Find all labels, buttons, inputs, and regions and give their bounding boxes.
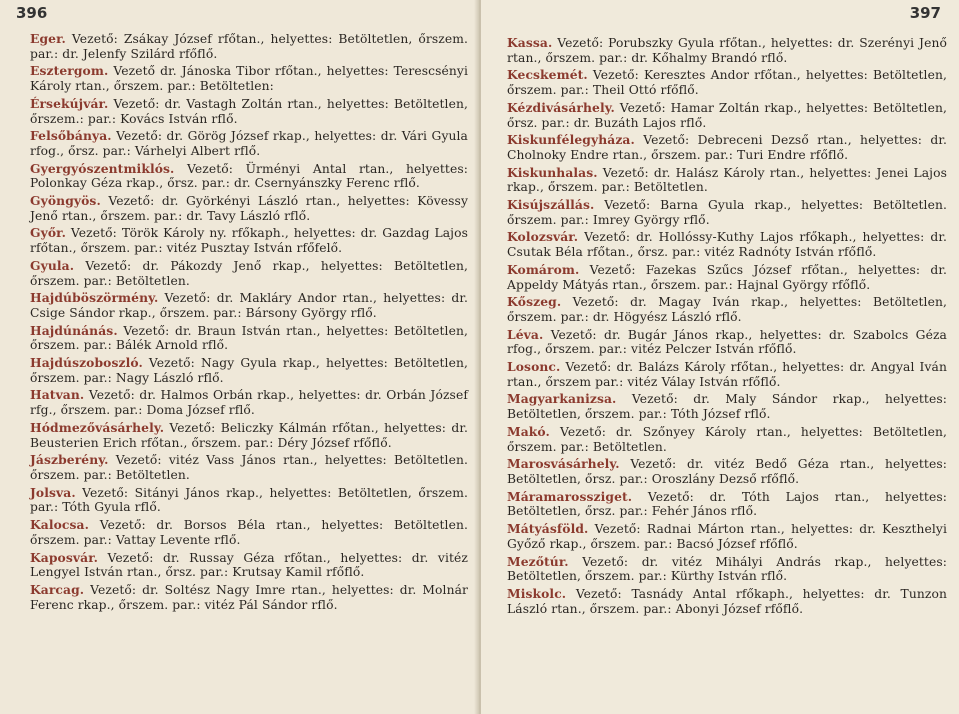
entry-city: Eger. xyxy=(30,31,66,46)
entry-text: Vezető: Tasnády Antal rfőkaph., helyettes: dr. Tunzon László rtan., őrszem. par.: Abonyi József rfőflő. xyxy=(507,586,947,616)
entry-list xyxy=(493,36,947,616)
entry-text: Vezető: dr. Makláry Andor rtan., helyettes: dr. Csige Sándor rkap., őrszem. par.: Bársony György rflő. xyxy=(30,291,468,320)
entry xyxy=(493,555,947,584)
entry xyxy=(16,583,468,612)
entry xyxy=(16,162,468,191)
entry-city: Hódmezővásárhely. xyxy=(30,419,165,435)
entry xyxy=(16,194,468,223)
entry-text: Vezető: dr. Halmos Orbán rkap., helyettes: dr. Orbán József rfg., őrszem. par.: Doma József rflő. xyxy=(30,388,468,418)
entry-city: Máramarossziget. xyxy=(507,488,633,504)
entry-city: Kalocsa. xyxy=(30,517,89,533)
entry-city: Makó. xyxy=(507,423,550,439)
entry-city: Magyarkanizsa. xyxy=(507,391,617,407)
entry-text: Vezető: Sitányi János rkap., helyettes: Betöltetlen, őrszem. par.: Tóth Gyula rflő. xyxy=(30,485,468,515)
entry-city: Mezőtúr. xyxy=(507,553,569,569)
entry-text: Vezető: Barna Gyula rkap., helyettes: Betöltetlen. őrszem. par.: Imrey György rflő. xyxy=(507,198,947,227)
entry-text: Vezető: dr. vitéz Bedő Géza rtan., helyettes: Betöltetlen, őrsz. par.: Oroszlány Dezső rfőflő. xyxy=(507,457,947,486)
entry-city: Kőszeg. xyxy=(507,294,562,310)
entry-text: Vezető: dr. vitéz Mihályi András rkap., helyettes: Betöltetlen, őrszem. par.: Kürthy István rflő. xyxy=(507,554,947,584)
entry xyxy=(493,230,947,259)
entry xyxy=(16,64,468,93)
entry-city: Hajdúböszörmény. xyxy=(30,290,159,306)
entry xyxy=(16,518,468,547)
entry xyxy=(493,295,947,324)
entry-city: Felsőbánya. xyxy=(30,128,112,144)
entry-city: Kiskunfélegyháza. xyxy=(507,132,635,148)
entry-text: Vezető: dr. Halász Károly rtan., helyettes: Jenei Lajos rkap., őrszem. par.: Betöltetlen. xyxy=(507,165,947,195)
entry-city: Gyula. xyxy=(30,257,75,273)
entry-text: Vezető: dr. Maly Sándor rkap., helyettes: Betöltetlen, őrszem. par.: Tóth József rflő. xyxy=(507,392,947,422)
entry-text: Vezető: Zsákay József rfőtan., helyettes: Betöltetlen, őrszem. par.: dr. Jelenfy Szilárd rfőflő. xyxy=(30,32,468,61)
entry xyxy=(16,129,468,158)
entry-text: Vezető: Fazekas Szűcs József rfőtan., helyettes: dr. Appeldy Mátyás rtan., őrszem. par.: Hajnal György rfőflő. xyxy=(507,262,947,292)
entry-text: Vezető: Radnai Márton rtan., helyettes: dr. Keszthelyi Győző rkap., őrszem. par.: Bacsó József rfőflő. xyxy=(507,522,947,551)
entry-city: Komárom. xyxy=(507,261,580,277)
entry-city: Kolozsvár. xyxy=(507,229,579,245)
entry xyxy=(493,133,947,162)
entry-text: Vezető: dr. Russay Géza rfőtan., helyettes: dr. vitéz Lengyel István rtan., őrsz. par.: Krutsay Kamil rfőflő. xyxy=(30,550,468,580)
entry xyxy=(493,490,947,519)
entry-city: Mátyásföld. xyxy=(507,521,589,537)
entry xyxy=(493,263,947,292)
entry-text: Vezető: Keresztes Andor rfőtan., helyettes: Betöltetlen, őrszem. par.: Theil Ottó rfőflő. xyxy=(507,68,947,98)
entry-text: Vezető: dr. Balázs Károly rfőtan., helyettes: dr. Angyal Iván rtan., őrszem par.: vitéz Válay István rfőflő. xyxy=(507,360,947,389)
entry-city: Marosvásárhely. xyxy=(507,456,620,472)
entry-text: Vezető: dr. Borsos Béla rtan., helyettes: Betöltetlen. őrszem. par.: Vattay Levente rflő. xyxy=(30,518,468,547)
entry xyxy=(16,486,468,515)
entry xyxy=(16,291,468,320)
entry-city: Gyöngyös. xyxy=(30,193,101,209)
entry xyxy=(16,453,468,482)
entry-city: Kisújszállás. xyxy=(507,197,595,213)
entry-text: Vezető: dr. Hollóssy-Kuthy Lajos rfőkaph., helyettes: dr. Csutak Béla rfőtan., őrsz. par.: vitéz Radnóty István rfőflő. xyxy=(507,230,947,260)
entry xyxy=(16,388,468,417)
entry xyxy=(493,360,947,389)
entry-city: Kaposvár. xyxy=(30,549,99,565)
entry-text: Vezető: dr. Magay Iván rkap., helyettes: Betöltetlen, őrszem. par.: dr. Högyész László rflő. xyxy=(507,295,947,324)
page-number: 397 xyxy=(909,4,941,22)
entry-list xyxy=(16,32,468,612)
entry xyxy=(16,356,468,385)
entry-city: Losonc. xyxy=(507,359,561,375)
entry xyxy=(493,457,947,486)
entry-text: Vezető: dr. Braun István rtan., helyettes: Betöltetlen, őrszem. par.: Bálék Arnold rflő. xyxy=(30,323,468,353)
entry-text: Vezető dr. Jánoska Tibor rfőtan., helyettes: Terescsényi Károly rtan., őrszem. par.: Betöltetlen: xyxy=(30,64,468,94)
entry-city: Jolsva. xyxy=(30,484,76,500)
entry-city: Kassa. xyxy=(507,35,553,50)
entry-city: Hatvan. xyxy=(30,387,85,403)
entry xyxy=(493,198,947,227)
entry xyxy=(493,36,947,65)
entry-text: Vezető: Debreceni Dezső rtan., helyettes: dr. Cholnoky Endre rtan., őrszem. par.: Turi Endre rfőflő. xyxy=(507,133,947,162)
entry-text: Vezető: Török Károly ny. rfőkaph., helyettes: dr. Gazdag Lajos rfőtan., őrszem. par.: vitéz Pusztay István rfőfelő. xyxy=(30,226,468,256)
entry xyxy=(493,328,947,357)
entry-city: Hajdúnánás. xyxy=(30,322,118,338)
entry xyxy=(16,259,468,288)
entry xyxy=(493,522,947,551)
entry-city: Kézdivásárhely. xyxy=(507,99,615,115)
entry-text: Vezető: dr. Szőnyey Károly rtan., helyettes: Betöltetlen, őrszem. par.: Betöltetlen. xyxy=(507,424,947,454)
entry xyxy=(493,587,947,616)
entry-city: Győr. xyxy=(30,225,66,241)
entry-city: Érsekújvár. xyxy=(30,95,109,111)
entry-text: Vezető: Beliczky Kálmán rfőtan., helyettes: dr. Beusterien Erich rfőtan., őrszem. par.: Déry József rfőflő. xyxy=(30,420,468,450)
entry-text: Vezető: dr. Tóth Lajos rtan., helyettes: Betöltetlen, őrsz. par.: Fehér János rflő. xyxy=(507,489,947,519)
entry-text: Vezető: dr. Györkényi László rtan., helyettes: Kövessy Jenő rtan., őrszem. par.: dr. Tavy László rflő. xyxy=(30,194,468,223)
entry-city: Esztergom. xyxy=(30,63,109,79)
entry xyxy=(16,551,468,580)
entry xyxy=(16,324,468,353)
entry xyxy=(493,425,947,454)
entry-text: Vezető: dr. Soltész Nagy Imre rtan., helyettes: dr. Molnár Ferenc rkap., őrszem. par.: vitéz Pál Sándor rflő. xyxy=(30,582,468,612)
entry xyxy=(493,166,947,195)
entry-city: Jászberény. xyxy=(30,452,109,468)
entry-city: Hajdúszoboszló. xyxy=(30,355,143,371)
entry-text: Vezető: Hamar Zoltán rkap., helyettes: Betöltetlen, őrsz. par.: dr. Buzáth Lajos rflő. xyxy=(507,100,947,130)
entry xyxy=(16,226,468,255)
left-page xyxy=(0,0,478,714)
entry-text: Vezető: vitéz Vass János rtan., helyettes: Betöltetlen. őrszem. par.: Betöltetlen. xyxy=(30,453,468,482)
entry-city: Gyergyószentmiklós. xyxy=(30,160,175,176)
entry-text: Vezető: dr. Görög József rkap., helyettes: dr. Vári Gyula rfog., őrsz. par.: Várhelyi Albert rflő. xyxy=(30,129,468,158)
entry-text: Vezető: Ürményi Antal rtan., helyettes: Polonkay Géza rkap., őrsz. par.: dr. Csernyánszky Ferenc rflő. xyxy=(30,161,468,191)
entry xyxy=(493,101,947,130)
entry-text: Vezető: Nagy Gyula rkap., helyettes: Betöltetlen, őrszem. par.: Nagy László rflő. xyxy=(30,356,468,385)
entry xyxy=(16,97,468,126)
entry xyxy=(493,392,947,421)
entry xyxy=(16,421,468,450)
right-page xyxy=(481,0,959,714)
entry xyxy=(16,32,468,61)
entry xyxy=(493,68,947,97)
entry-city: Léva. xyxy=(507,326,544,342)
entry-text: Vezető: dr. Pákozdy Jenő rkap., helyettes: Betöltetlen, őrszem. par.: Betöltetlen. xyxy=(30,258,468,288)
entry-city: Karcag. xyxy=(30,581,85,597)
entry-city: Miskolc. xyxy=(507,585,567,601)
entry-text: Vezető: dr. Vastagh Zoltán rtan., helyettes: Betöltetlen, őrszem.: par.: Kovács István rflő. xyxy=(30,96,468,126)
page-number: 396 xyxy=(16,4,48,22)
entry-text: Vezető: Porubszky Gyula rfőtan., helyettes: dr. Szerényi Jenő rtan., őrszem. par.: dr. Kőhalmy Brandó rflő. xyxy=(507,36,947,65)
entry-text: Vezető: dr. Bugár János rkap., helyettes: dr. Szabolcs Géza rfog., őrszem. par.: vitéz Pelczer István rfőflő. xyxy=(507,327,947,357)
entry-city: Kiskunhalas. xyxy=(507,164,598,180)
entry-city: Kecskemét. xyxy=(507,67,588,83)
